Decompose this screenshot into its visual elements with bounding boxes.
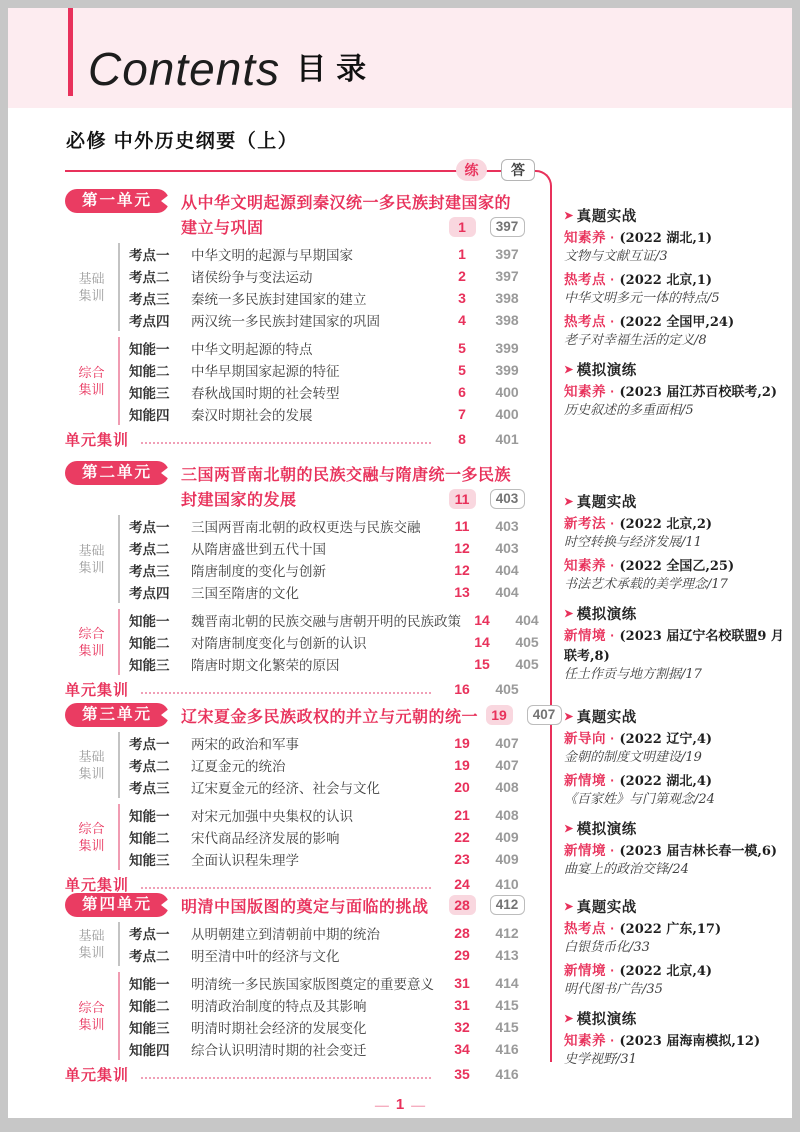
arrow-icon: ➤ [564, 495, 574, 508]
exam-source: (2023 届海南模拟,12) [619, 1034, 761, 1049]
exam-desc: 时空转换与经济发展/11 [564, 535, 702, 550]
group-label-comprehensive: 综合 集训 [78, 626, 105, 658]
row-title: 两宋的政治和军事 [191, 737, 299, 752]
row-practice-page: 4 [458, 312, 466, 328]
unit-title-line1: 明清中国版图的奠定与面临的挑战 [181, 898, 429, 916]
toc-row [129, 537, 550, 559]
answer-column-header: 答 [501, 159, 535, 181]
unit-block-3 [65, 702, 556, 896]
exam-source: (2022 北京,1) [619, 273, 713, 288]
unit-title-line1: 从中华文明起源到秦汉统一多民族封建国家的 [181, 194, 512, 212]
exam-desc: 老子对幸福生活的定义/8 [564, 333, 707, 348]
drill-label: 单元集训 [65, 876, 130, 894]
row-practice-page: 29 [454, 947, 470, 963]
exam-desc: 书法艺术承载的美学理念/17 [564, 577, 728, 592]
row-title: 中华早期国家起源的特征 [191, 364, 340, 379]
accent-bar [68, 8, 73, 96]
exam-item [564, 729, 792, 767]
row-practice-page: 5 [458, 340, 466, 356]
exam-desc: 《百家姓》与门第观念/24 [564, 792, 715, 807]
unit-answer-page: 397 [490, 217, 525, 237]
toc-row [129, 243, 550, 265]
comprehensive-group [65, 804, 550, 870]
sidebar-heading-text: 模拟演练 [576, 821, 637, 838]
row-no: 考点三 [129, 564, 170, 579]
exam-item [564, 841, 792, 879]
row-practice-page: 13 [454, 584, 470, 600]
basic-group [65, 243, 550, 331]
toc-row [129, 381, 550, 403]
exam-tag: 新情境 · [564, 628, 620, 643]
exam-desc: 任土作贡与地方割据/17 [564, 667, 702, 682]
row-practice-page: 28 [454, 925, 470, 941]
toc-row [129, 754, 550, 776]
drill-answer-page: 416 [495, 1066, 519, 1082]
row-title: 综合认识明清时期的社会变迁 [191, 1043, 367, 1058]
book-section-heading: 必修 中外历史纲要（上） [66, 131, 299, 152]
comprehensive-group [65, 609, 550, 675]
dotted-leader [141, 1075, 431, 1079]
unit-answer-page: 412 [490, 895, 525, 915]
row-no: 考点一 [129, 520, 170, 535]
exam-item [564, 919, 792, 957]
row-answer-page: 408 [495, 807, 519, 823]
row-no: 知能二 [129, 364, 170, 379]
toc-row [129, 653, 570, 675]
mock-exam-section [564, 818, 792, 879]
unit-header-line2 [65, 214, 550, 239]
unit-badge: 第四单元 [65, 893, 169, 917]
group-label-basic: 基础 集训 [78, 271, 105, 303]
toc-row [129, 1038, 550, 1060]
dotted-leader [141, 440, 431, 444]
row-answer-page: 397 [495, 268, 519, 284]
row-answer-page: 398 [495, 290, 519, 306]
unit-answer-page: 403 [490, 489, 525, 509]
unit-practice-page: 19 [486, 705, 513, 725]
row-title: 秦统一多民族封建国家的建立 [191, 292, 367, 307]
exam-desc: 中华文明多元一体的特点/5 [564, 291, 720, 306]
row-answer-page: 404 [495, 584, 519, 600]
sidebar-heading-text: 真题实战 [576, 494, 637, 511]
sidebar-unit-4-notes [564, 896, 792, 1073]
exam-item [564, 228, 792, 266]
exam-item [564, 312, 792, 350]
exam-tag: 新导向 · [564, 731, 620, 746]
arrow-icon: ➤ [564, 710, 574, 723]
exam-desc: 白银货币化/33 [564, 940, 650, 955]
group-label-comprehensive: 综合 集训 [78, 1000, 105, 1032]
row-title: 明清统一多民族国家版图奠定的重要意义 [191, 977, 434, 992]
row-practice-page: 32 [454, 1019, 470, 1035]
group-label-basic: 基础 集训 [78, 928, 105, 960]
unit-title-line1: 三国两晋南北朝的民族交融与隋唐统一多民族 [181, 466, 512, 484]
unit-header [65, 702, 556, 728]
sidebar-section-heading [564, 603, 792, 623]
row-answer-page: 413 [495, 947, 519, 963]
row-practice-page: 12 [454, 540, 470, 556]
toc-row [129, 359, 550, 381]
exam-source: (2022 辽宁,4) [619, 732, 713, 747]
exam-item [564, 626, 792, 684]
drill-answer-page: 401 [495, 431, 519, 447]
row-no: 知能三 [129, 853, 170, 868]
row-practice-page: 5 [458, 362, 466, 378]
exam-tag: 新考法 · [564, 516, 620, 531]
row-answer-page: 397 [495, 246, 519, 262]
row-no: 考点一 [129, 927, 170, 942]
row-title: 全面认识程朱理学 [191, 853, 299, 868]
row-no: 知能二 [129, 636, 170, 651]
row-title: 魏晋南北朝的民族交融与唐朝开明的民族政策 [191, 614, 461, 629]
row-practice-page: 34 [454, 1041, 470, 1057]
exam-tag: 热考点 · [564, 921, 620, 936]
unit-drill-row [65, 1062, 550, 1086]
exam-source: (2022 湖北,1) [619, 231, 713, 246]
row-no: 考点二 [129, 542, 170, 557]
row-no: 考点一 [129, 248, 170, 263]
row-answer-page: 404 [495, 562, 519, 578]
arrow-icon: ➤ [564, 900, 574, 913]
row-title: 隋唐时期文化繁荣的原因 [191, 658, 340, 673]
row-no: 考点三 [129, 781, 170, 796]
arrow-icon: ➤ [564, 363, 574, 376]
mock-exam-section [564, 603, 792, 684]
row-no: 知能三 [129, 1021, 170, 1036]
row-practice-page: 14 [474, 612, 490, 628]
exam-item [564, 1031, 792, 1069]
unit-practice-page: 11 [449, 489, 476, 509]
exam-desc: 曲宴上的政治交锋/24 [564, 862, 689, 877]
sidebar-section-heading [564, 818, 792, 838]
toc-row [129, 337, 550, 359]
sidebar-heading-text: 真题实战 [576, 899, 637, 916]
row-answer-page: 404 [515, 612, 539, 628]
row-practice-page: 2 [458, 268, 466, 284]
drill-practice-page: 16 [454, 681, 470, 697]
page-number: — 1 [395, 1096, 405, 1113]
row-answer-page: 415 [495, 1019, 519, 1035]
row-no: 考点二 [129, 270, 170, 285]
group-label-basic: 基础 集训 [78, 749, 105, 781]
toc-row [129, 515, 550, 537]
toc-row [129, 776, 550, 798]
unit-block-1 [65, 188, 550, 451]
comprehensive-group [65, 337, 550, 425]
exam-source: (2023 届吉林长春一模,6) [619, 844, 778, 859]
page-footer [8, 1096, 792, 1113]
exam-source: (2022 全国甲,24) [619, 315, 735, 330]
exam-item [564, 270, 792, 308]
exam-desc: 明代图书广告/35 [564, 982, 663, 997]
row-practice-page: 12 [454, 562, 470, 578]
unit-badge: 第二单元 [65, 461, 169, 485]
unit-drill-row [65, 427, 550, 451]
row-no: 考点二 [129, 949, 170, 964]
page-title-en: Contents [88, 43, 281, 95]
row-title: 辽夏金元的统治 [191, 759, 286, 774]
sidebar-section-heading [564, 491, 792, 511]
unit-answer-page: 407 [527, 705, 562, 725]
row-no: 知能三 [129, 658, 170, 673]
row-answer-page: 399 [495, 340, 519, 356]
header-band [8, 8, 792, 108]
row-no: 考点二 [129, 759, 170, 774]
unit-title-line2: 封建国家的发展 [181, 492, 297, 509]
exam-item [564, 961, 792, 999]
drill-practice-page: 24 [454, 876, 470, 892]
arrow-icon: ➤ [564, 209, 574, 222]
exam-desc: 金朝的制度文明建设/19 [564, 750, 702, 765]
toc-row [129, 559, 550, 581]
toc-row [129, 265, 550, 287]
row-no: 考点四 [129, 586, 170, 601]
toc-row [129, 732, 550, 754]
drill-label: 单元集训 [65, 1066, 130, 1084]
mock-exam-section [564, 359, 792, 420]
row-title: 明至清中叶的经济与文化 [191, 949, 340, 964]
sidebar-heading-text: 模拟演练 [576, 362, 637, 379]
row-title: 中华文明的起源与早期国家 [191, 248, 353, 263]
row-title: 三国至隋唐的文化 [191, 586, 299, 601]
exam-desc: 历史叙述的多重面相/5 [564, 403, 694, 418]
sidebar-heading-text: 真题实战 [576, 709, 637, 726]
row-no: 知能二 [129, 831, 170, 846]
toc-row [129, 826, 550, 848]
row-answer-page: 407 [495, 735, 519, 751]
exam-desc: 文物与文献互证/3 [564, 249, 668, 264]
row-no: 考点四 [129, 314, 170, 329]
sidebar-section-heading [564, 359, 792, 379]
row-answer-page: 414 [495, 975, 519, 991]
row-title: 明清政治制度的特点及其影响 [191, 999, 367, 1014]
row-practice-page: 11 [454, 518, 470, 534]
sidebar-section-heading [564, 1008, 792, 1028]
sidebar-section-heading [564, 706, 792, 726]
row-practice-page: 31 [454, 975, 470, 991]
drill-label: 单元集训 [65, 681, 130, 699]
drill-answer-page: 410 [495, 876, 519, 892]
exam-source: (2022 北京,4) [619, 964, 713, 979]
unit-block-4 [65, 892, 550, 1086]
page [8, 8, 792, 1118]
drill-practice-page: 8 [458, 431, 466, 447]
toc-row [129, 287, 550, 309]
sidebar-section-heading [564, 205, 792, 225]
row-title: 秦汉时期社会的发展 [191, 408, 313, 423]
arrow-icon: ➤ [564, 1012, 574, 1025]
exam-tag: 新情境 · [564, 963, 620, 978]
exam-tag: 知素养 · [564, 230, 620, 245]
toc-row [129, 403, 550, 425]
row-title: 对宋元加强中央集权的认识 [191, 809, 353, 824]
row-answer-page: 400 [495, 406, 519, 422]
comprehensive-group [65, 972, 550, 1060]
row-no: 知能三 [129, 386, 170, 401]
group-label-basic: 基础 集训 [78, 543, 105, 575]
group-label-comprehensive: 综合 集训 [78, 821, 105, 853]
exam-tag: 热考点 · [564, 272, 620, 287]
group-label-comprehensive: 综合 集训 [78, 365, 105, 397]
exam-source: (2022 全国乙,25) [619, 559, 735, 574]
row-no: 知能四 [129, 408, 170, 423]
row-title: 两汉统一多民族封建国家的巩固 [191, 314, 380, 329]
row-title: 辽宋夏金元的经济、社会与文化 [191, 781, 380, 796]
drill-practice-page: 35 [454, 1066, 470, 1082]
basic-group [65, 515, 550, 603]
sidebar-unit-1-notes [564, 205, 792, 424]
row-answer-page: 407 [495, 757, 519, 773]
row-title: 宋代商品经济发展的影响 [191, 831, 340, 846]
unit-drill-row [65, 677, 550, 701]
exam-tag: 知素养 · [564, 1033, 620, 1048]
row-title: 春秋战国时期的社会转型 [191, 386, 340, 401]
row-practice-page: 21 [454, 807, 470, 823]
exam-item [564, 771, 792, 809]
exam-source: (2022 北京,2) [619, 517, 713, 532]
row-practice-page: 19 [454, 735, 470, 751]
toc-row [129, 804, 550, 826]
sidebar-heading-text: 模拟演练 [576, 1011, 637, 1028]
row-practice-page: 15 [474, 656, 490, 672]
row-no: 知能二 [129, 999, 170, 1014]
row-practice-page: 22 [454, 829, 470, 845]
basic-group [65, 922, 550, 966]
row-answer-page: 398 [495, 312, 519, 328]
exam-tag: 知素养 · [564, 384, 620, 399]
row-answer-page: 399 [495, 362, 519, 378]
arrow-icon: ➤ [564, 607, 574, 620]
row-title: 中华文明起源的特点 [191, 342, 313, 357]
toc-row [129, 944, 550, 966]
row-practice-page: 31 [454, 997, 470, 1013]
dotted-leader [141, 885, 431, 889]
row-answer-page: 405 [515, 656, 539, 672]
exam-source: (2023 届辽宁名校联盟9 月联考,8) [564, 629, 784, 664]
row-title: 从明朝建立到清朝前中期的统治 [191, 927, 380, 942]
row-title: 明清时期社会经济的发展变化 [191, 1021, 367, 1036]
toc-row [129, 848, 550, 870]
toc-row [129, 972, 550, 994]
exam-item [564, 514, 792, 552]
row-practice-page: 20 [454, 779, 470, 795]
row-practice-page: 6 [458, 384, 466, 400]
row-title: 对隋唐制度变化与创新的认识 [191, 636, 367, 651]
sidebar-heading-text: 模拟演练 [576, 606, 637, 623]
row-title: 从隋唐盛世到五代十国 [191, 542, 326, 557]
row-practice-page: 23 [454, 851, 470, 867]
exam-item [564, 382, 792, 420]
unit-block-2 [65, 460, 550, 701]
toc-row [129, 631, 570, 653]
mock-exam-section [564, 1008, 792, 1069]
row-no: 知能一 [129, 977, 170, 992]
drill-label: 单元集训 [65, 431, 130, 449]
row-no: 知能一 [129, 614, 170, 629]
toc-row [129, 994, 550, 1016]
row-answer-page: 403 [495, 540, 519, 556]
sidebar-unit-3-notes [564, 706, 792, 883]
page-title [88, 42, 376, 96]
row-answer-page: 403 [495, 518, 519, 534]
exam-tag: 新情境 · [564, 843, 620, 858]
unit-badge: 第三单元 [65, 703, 169, 727]
toc-row [129, 922, 550, 944]
exam-source: (2023 届江苏百校联考,2) [619, 385, 778, 400]
unit-practice-page: 1 [449, 217, 476, 237]
row-no: 考点一 [129, 737, 170, 752]
row-practice-page: 3 [458, 290, 466, 306]
exam-item [564, 556, 792, 594]
row-answer-page: 416 [495, 1041, 519, 1057]
toc-row [129, 609, 570, 631]
row-no: 考点三 [129, 292, 170, 307]
toc-row [129, 309, 550, 331]
unit-header [65, 188, 550, 214]
unit-title-line1: 辽宋夏金多民族政权的并立与元朝的统一 [181, 708, 479, 726]
row-answer-page: 400 [495, 384, 519, 400]
row-practice-page: 19 [454, 757, 470, 773]
arrow-icon: ➤ [564, 822, 574, 835]
real-exam-section [564, 491, 792, 594]
row-answer-page: 415 [495, 997, 519, 1013]
unit-header [65, 892, 550, 918]
row-answer-page: 409 [495, 851, 519, 867]
unit-badge: 第一单元 [65, 189, 169, 213]
real-exam-section [564, 706, 792, 809]
row-answer-page: 405 [515, 634, 539, 650]
sidebar-heading-text: 真题实战 [576, 208, 637, 225]
row-title: 隋唐制度的变化与创新 [191, 564, 326, 579]
basic-group [65, 732, 550, 798]
unit-header-line2 [65, 486, 550, 511]
row-title: 三国两晋南北朝的政权更迭与民族交融 [191, 520, 421, 535]
exam-tag: 新情境 · [564, 773, 620, 788]
row-practice-page: 1 [458, 246, 466, 262]
unit-practice-page: 28 [449, 895, 476, 915]
drill-answer-page: 405 [495, 681, 519, 697]
exam-source: (2022 湖北,4) [619, 774, 713, 789]
row-practice-page: 7 [458, 406, 466, 422]
page-title-zh: 目录 [296, 53, 377, 86]
exam-desc: 史学视野/31 [564, 1052, 637, 1067]
dotted-leader [141, 690, 431, 694]
row-no: 知能一 [129, 342, 170, 357]
real-exam-section [564, 205, 792, 350]
exam-tag: 热考点 · [564, 314, 620, 329]
row-practice-page: 14 [474, 634, 490, 650]
unit-title-line2: 建立与巩固 [181, 220, 264, 237]
sidebar-unit-2-notes [564, 491, 792, 688]
real-exam-section [564, 896, 792, 999]
row-title: 诸侯纷争与变法运动 [191, 270, 313, 285]
unit-header [65, 460, 550, 486]
row-no: 知能一 [129, 809, 170, 824]
sidebar-section-heading [564, 896, 792, 916]
toc-row [129, 581, 550, 603]
row-no: 知能四 [129, 1043, 170, 1058]
row-answer-page: 408 [495, 779, 519, 795]
row-answer-page: 412 [495, 925, 519, 941]
toc-row [129, 1016, 550, 1038]
exam-tag: 知素养 · [564, 558, 620, 573]
practice-column-header: 练 [456, 159, 487, 181]
exam-source: (2022 广东,17) [619, 922, 722, 937]
row-answer-page: 409 [495, 829, 519, 845]
